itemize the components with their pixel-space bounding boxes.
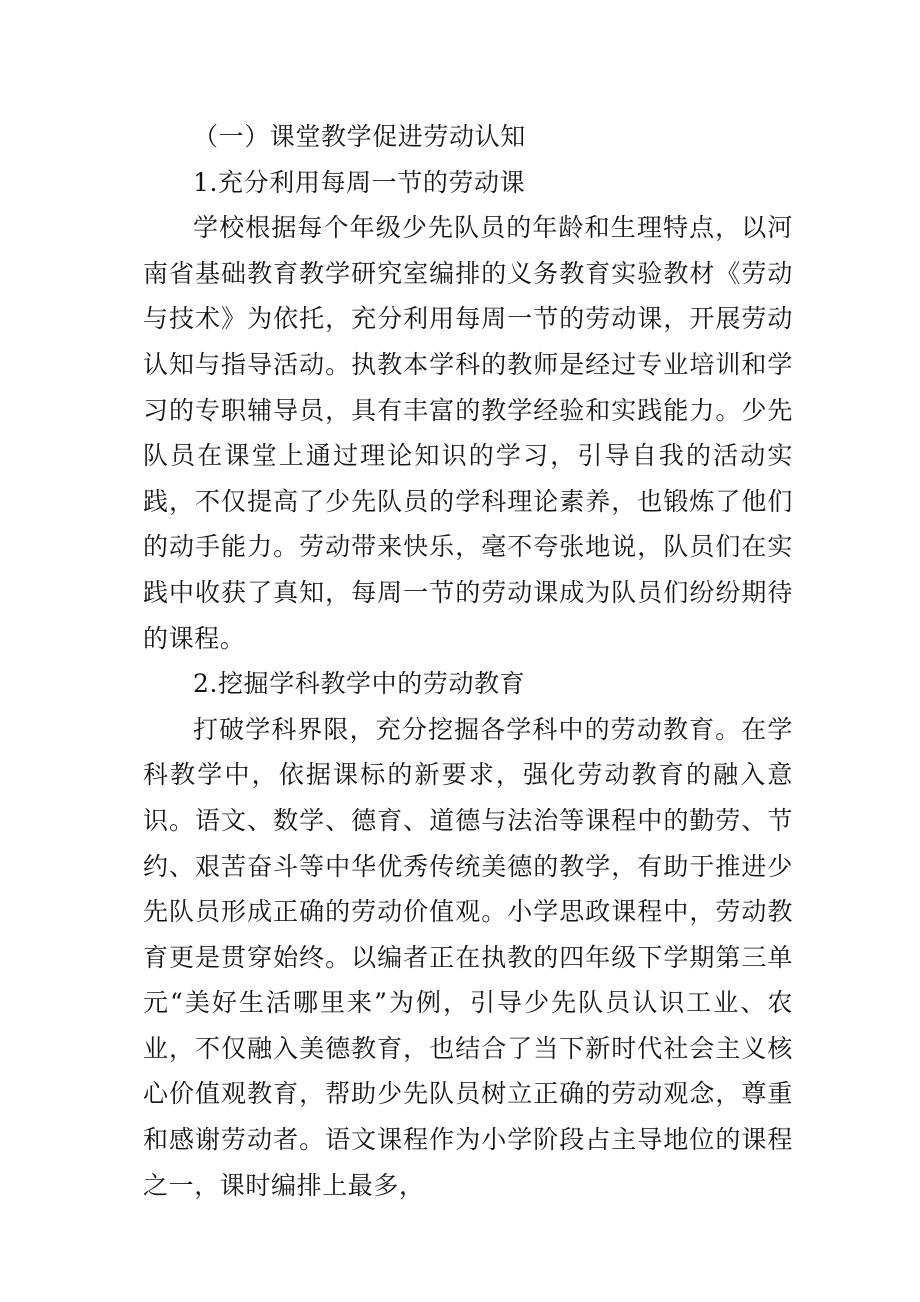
document-body — [143, 114, 793, 1208]
subsection-heading-1: 1.充分利用每周一节的劳动课 — [193, 167, 526, 197]
paragraph-2: 打破学科界限，充分挖掘各学科中的劳动教育。在学科教学中，依据课标的新要求，强化劳动教育的融入意识。语文、数学、德育、道德与法治等课程中的勤劳、节约、艰苦奋斗等中华优秀传统美德的教学，有助于推进少先队员形成正确的劳动价值观。小学思政课程中，劳动教育更是贯穿始终。以编者正在执教的四年级下学期第三单元“美好生活哪里来”为例，引导少先队员认识工业、农业，不仅融入美德教育，也结合了当下新时代社会主义核心价值观教育，帮助少先队员树立正确的劳动观念，尊重和感谢劳动者。语文课程作为小学阶段占主导地位的课程之一，课时编排上最多， — [143, 714, 793, 1200]
section-heading: （一）课堂教学促进劳动认知 — [193, 122, 526, 151]
paragraph-1: 学校根据每个年级少先队员的年龄和生理特点，以河南省基础教育教学研究室编排的义务教育实验教材《劳动与技术》为依托，充分利用每周一节的劳动课，开展劳动认知与指导活动。执教本学科的教师是经过专业培训和学习的专职辅导员，具有丰富的教学经验和实践能力。少先队员在课堂上通过理论知识的学习，引导自我的活动实践，不仅提高了少先队员的学科理论素养，也锻炼了他们的动手能力。劳动带来快乐，毫不夸张地说，队员们在实践中收获了真知，每周一节的劳动课成为队员们纷纷期待的课程。 — [143, 213, 793, 653]
subsection-heading-2: 2.挖掘学科教学中的劳动教育 — [193, 669, 526, 699]
